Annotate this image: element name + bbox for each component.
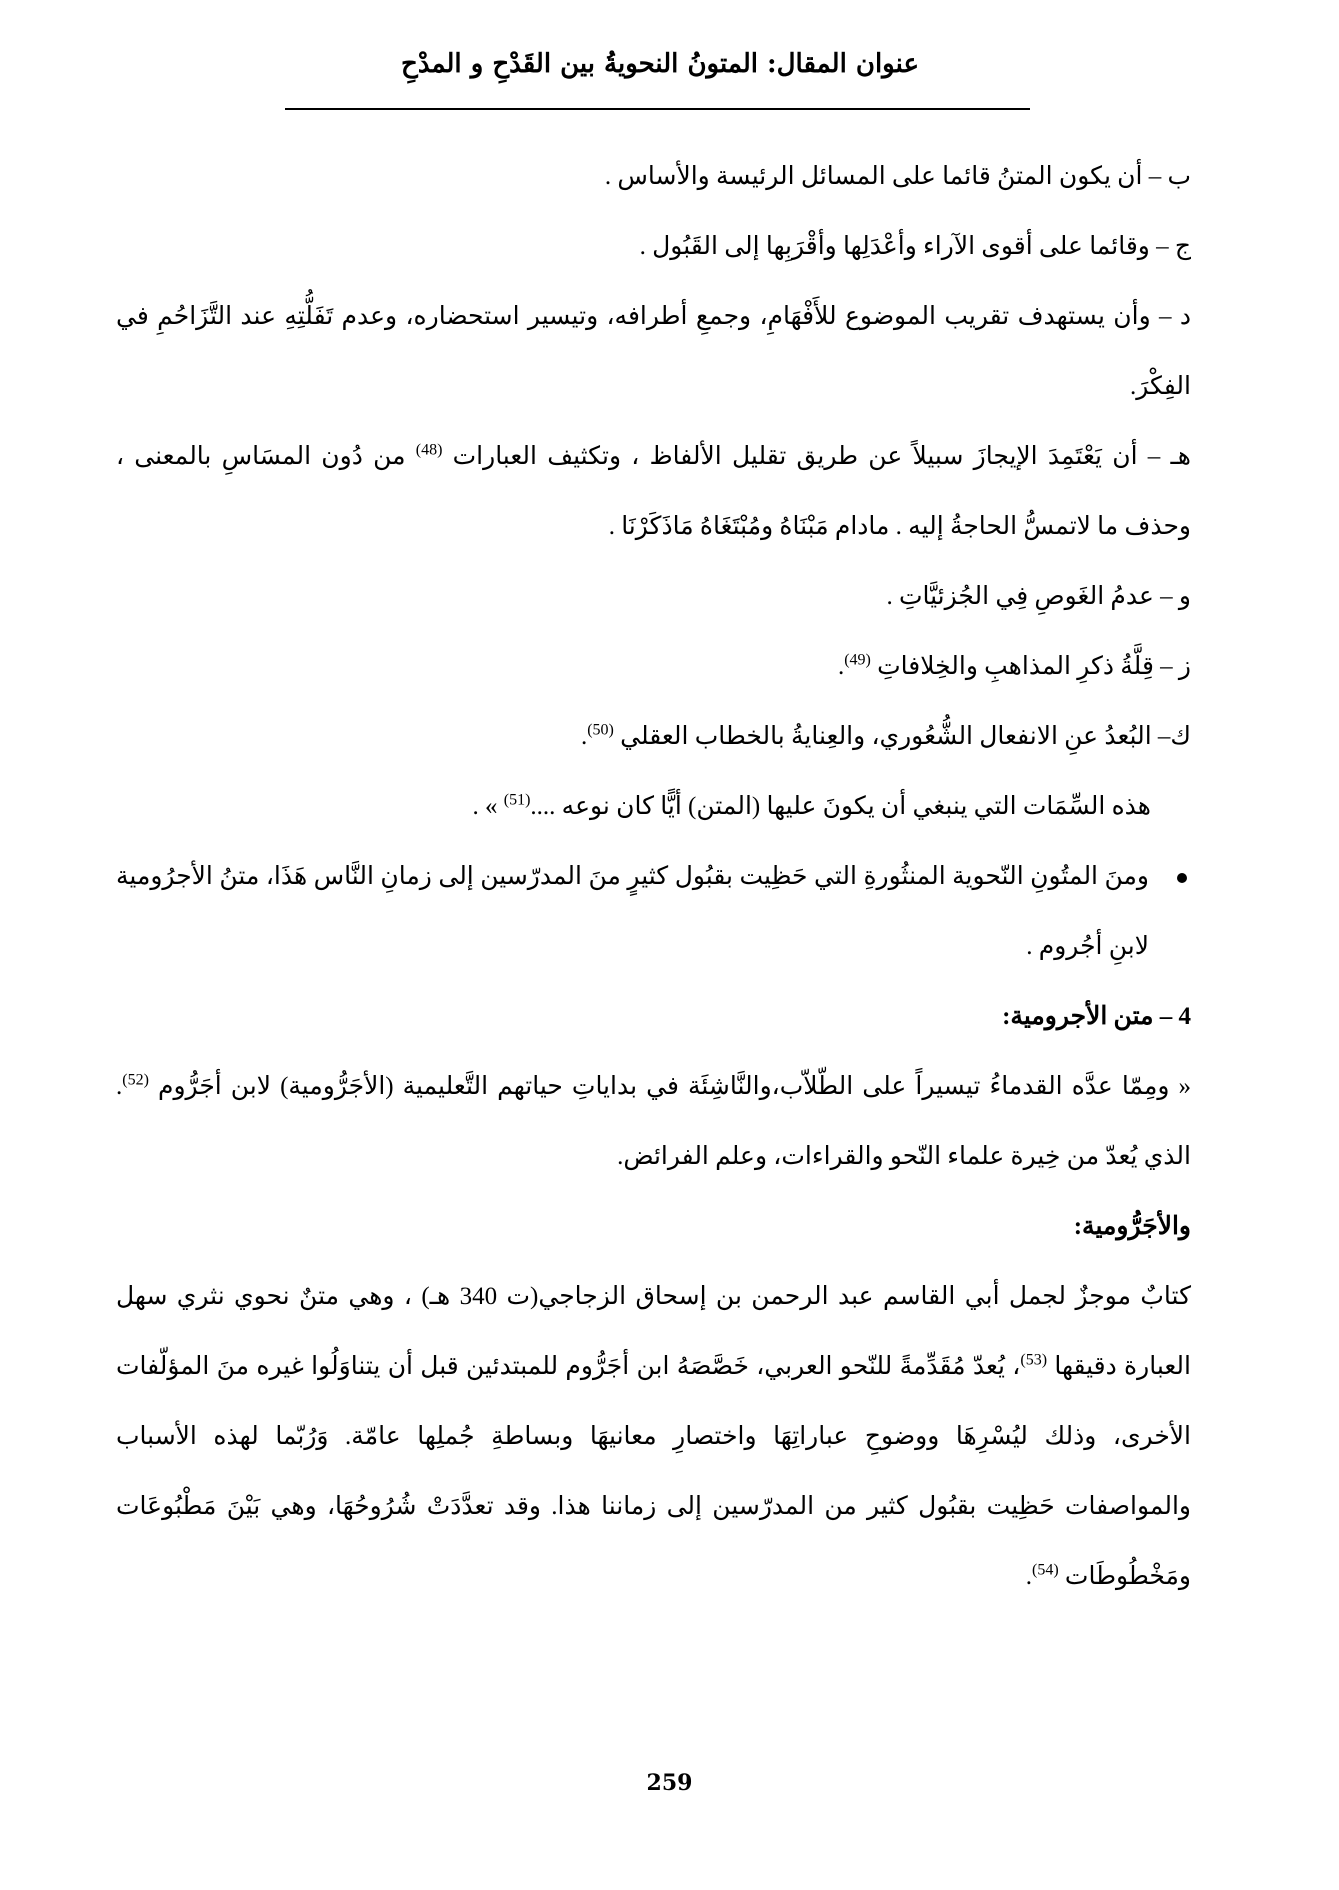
bullet-icon	[1177, 873, 1187, 883]
bullet-text: ومنَ المتُونِ النّحوية المنثُورةِ التي حَظِيت بقبُول كثيرٍ منَ المدرّسين إلى زمانِ النَّاس هَذَا، متنُ الأجرُومية لابنِ أجُروم .	[116, 863, 1149, 960]
footnote-ref-54: (54)	[1032, 1561, 1059, 1579]
page-number: 259	[646, 1770, 693, 1796]
running-header-title: عنوان المقال: المتونُ النحويةُ بين القَدْحِ و المدْحِ	[401, 49, 919, 79]
list-item-z-end: .	[837, 653, 845, 680]
final-text-3: .	[1025, 1563, 1033, 1590]
summary-sentence	[116, 772, 1191, 842]
list-item-h-text: هـ – أن يَعْتَمِدَ الإيجازَ سبيلاً عن طريق تقليل الألفاظ ، وتكثيف العبارات	[452, 443, 1191, 470]
final-text-2: ، يُعدّ مُقَدِّمةً للنّحو العربي، خَصَّصَهُ ابن أجَرُّوم للمبتدئين قبل أن يتناوَلُوا غيره منَ المؤلّفات الأخرى، وذلك ليُسْرِهَا ووضوحِ عباراتِهَا واختصارِ معانيهَا وبساطةِ جُملِها عامّة. وَرُبّما لهذه الأسباب والمواصفات حَظِيت بقبُول كثير من المدرّسين إلى زماننا هذا. وقد تعدَّدَتْ شُرُوحُهَا، وهي بَيْنَ مَطْبُوعَات ومَخْطُوطَات	[116, 1353, 1191, 1590]
list-item-k-text: ك– البُعدُ عنِ الانفعال الشُّعُوري، والعِنايةُ بالخطاب العقلي	[620, 723, 1191, 750]
footnote-ref-51: (51)	[503, 791, 531, 809]
footnote-ref-49: (49)	[844, 651, 871, 669]
summary-text: هذه السِّمَات التي ينبغي أن يكونَ عليها (المتن) أيًّا كان نوعه ....	[530, 793, 1151, 820]
list-item-h-text-cont: من دُون المسَاسِ بالمعنى ، وحذف ما لاتمسُّ الحاجةُ إليه . مادام مَبْنَاهُ ومُبْتَغَاهُ مَاذَكَرْنَا .	[116, 443, 1191, 540]
footnote-ref-50: (50)	[587, 721, 614, 739]
summary-end: » .	[472, 793, 504, 820]
header-divider	[285, 108, 1030, 110]
list-item-k-end: .	[580, 723, 588, 750]
list-item-j: ج – وقائما على أقوى الآراء وأعْدَلِها وأقْرَبِها إلى القَبُول .	[639, 233, 1191, 260]
list-item-h	[116, 422, 1191, 562]
footnote-ref-53: (53)	[1020, 1351, 1048, 1369]
list-item-d: د – وأن يستهدف تقريب الموضوع للأَفْهَامِ، وجمعِ أطرافه، وتيسير استحضاره، وعدم تَفَلُّتِهِ عند التَّزَاحُمِ في الفِكْرَ.	[116, 303, 1191, 400]
list-item-z	[116, 632, 1191, 702]
list-item-w: و – عدمُ الغَوصِ فِي الجُزئيَّاتِ .	[886, 583, 1191, 610]
final-text-1: كتابٌ موجزٌ لجمل أبي القاسم عبد الرحمن بن إسحاق الزجاجي(ت 340 هـ) ، وهي متنٌ نحوي نثري سهل العبارة دقيقها	[116, 1283, 1191, 1380]
quote-text: « ومِمّا عدَّه القدماءُ تيسيراً على الطّلاّب،والنَّاشِئَة في بداياتِ حياتهم التَّعليمية (الأجَرُّومية) لابن أجَرُّوم	[157, 1073, 1191, 1100]
bullet-paragraph	[116, 842, 1191, 982]
article-body	[116, 142, 1191, 1612]
section-heading: 4 – متن الأجرومية:	[1002, 1003, 1191, 1030]
final-paragraph	[116, 1262, 1191, 1612]
subheading: والأجَرُّومية:	[1073, 1213, 1191, 1240]
footnote-ref-48: (48)	[415, 441, 443, 459]
list-item-b: ب – أن يكون المتنُ قائما على المسائل الرئيسة والأساس .	[604, 163, 1191, 190]
list-item-k	[116, 702, 1191, 772]
quote-paragraph	[116, 1052, 1191, 1192]
footnote-ref-52: (52)	[122, 1071, 149, 1089]
quote-text-cont: . الذي يُعدّ من خِيرة علماء النّحو والقراءات، وعلم الفرائض.	[116, 1073, 1191, 1170]
list-item-z-text: ز – قِلَّةُ ذكرِ المذاهبِ والخِلافاتِ	[877, 653, 1191, 680]
